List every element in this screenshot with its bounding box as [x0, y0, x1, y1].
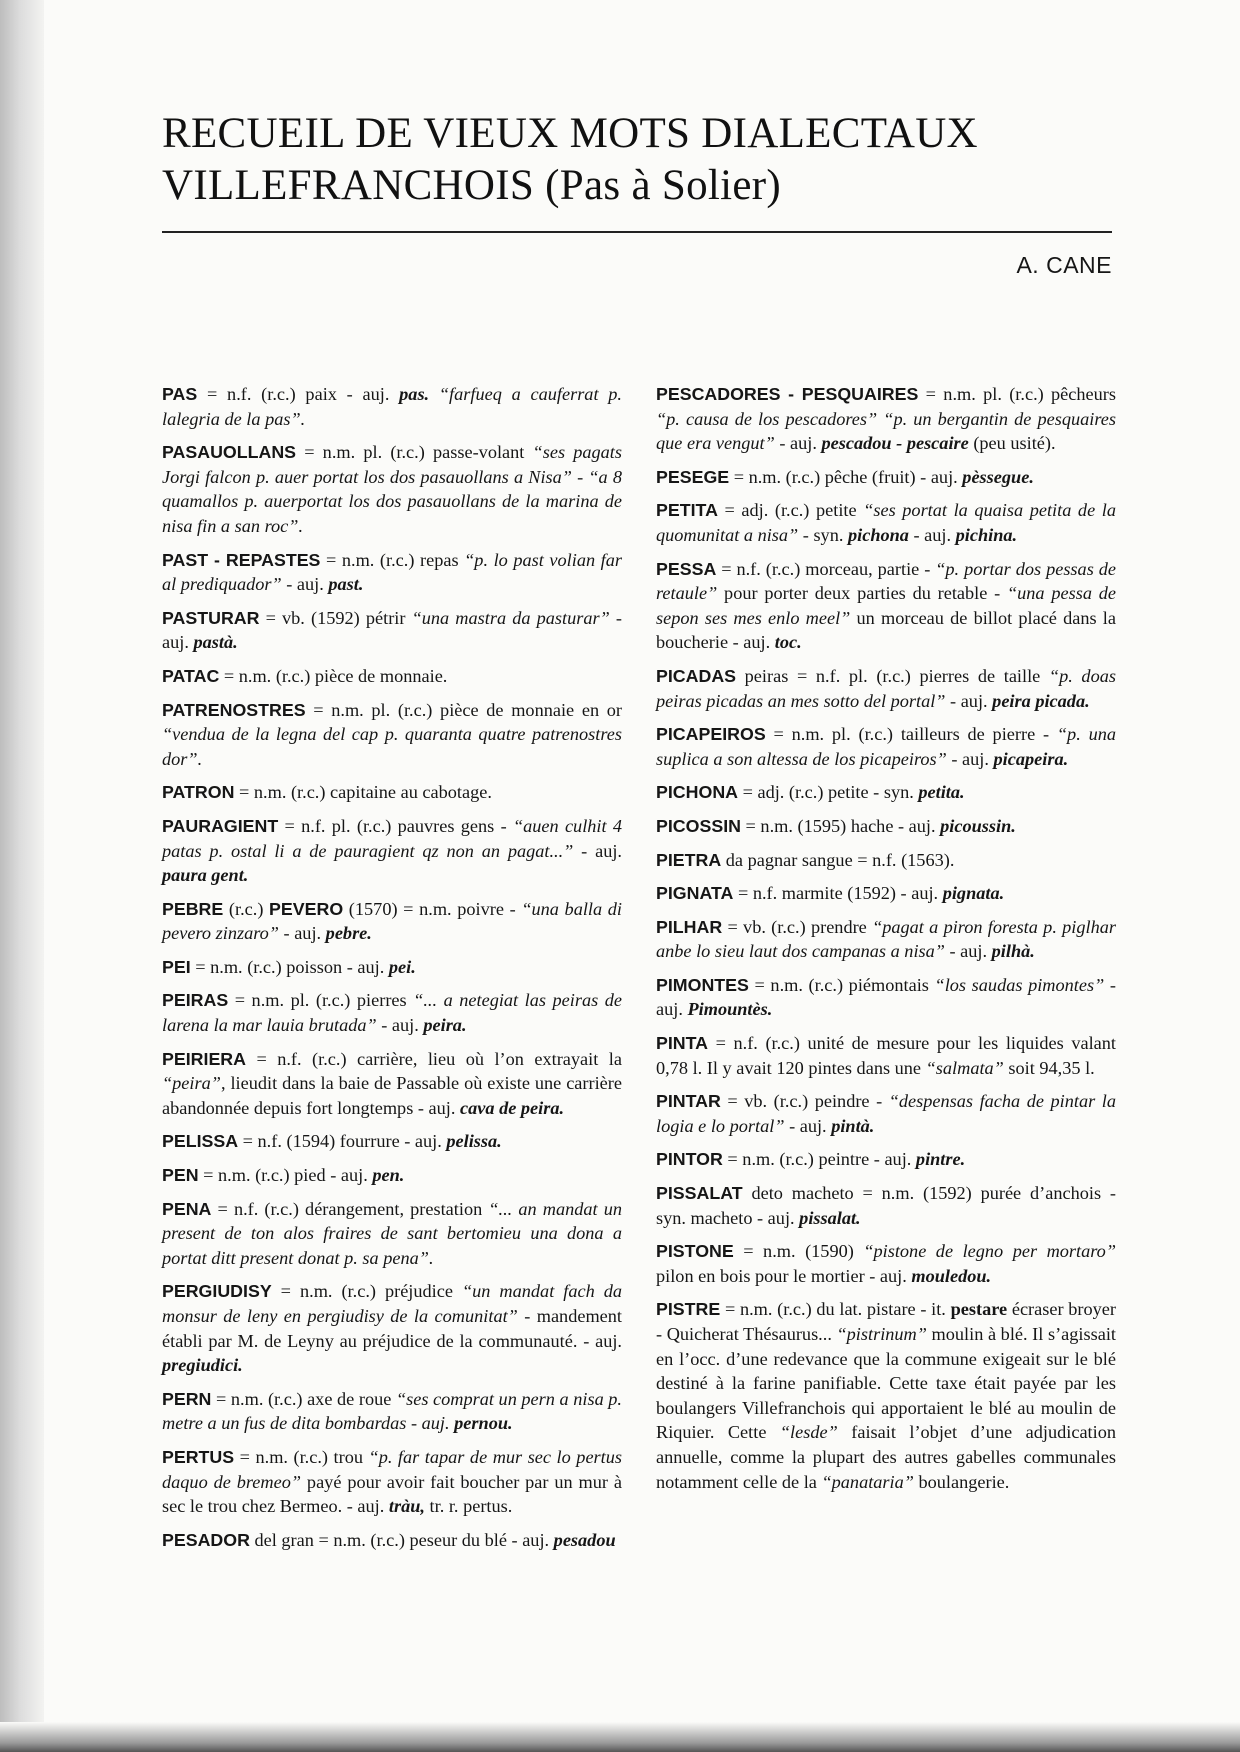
- dictionary-entry: [656, 722, 1116, 771]
- entry-text: - auj.: [784, 1115, 832, 1136]
- dictionary-entry: [656, 973, 1116, 1022]
- entry-headword: PEIRAS: [162, 990, 229, 1011]
- entry-text: = n.m. (r.c.) trou: [234, 1446, 369, 1467]
- entry-text: pichina.: [955, 524, 1018, 545]
- entry-text: petita.: [918, 782, 965, 803]
- entry-text: - syn.: [798, 524, 848, 545]
- dictionary-entry: [656, 915, 1116, 964]
- entry-text: “pistone de legno per mortaro”: [863, 1241, 1116, 1262]
- dictionary-entry: [162, 382, 622, 431]
- entry-headword: PIMONTES: [656, 974, 749, 995]
- entry-text: (peu usité).: [968, 433, 1056, 454]
- entry-text: pas.: [399, 384, 430, 404]
- entry-text: - auj.: [281, 574, 329, 595]
- dictionary-entry: [162, 780, 622, 805]
- entry-headword: PATAC: [162, 665, 220, 686]
- entry-text: = n.m. pl. (r.c.) passe-volant: [296, 442, 533, 463]
- dictionary-entry: [162, 1129, 622, 1154]
- entry-headword: PISTONE: [656, 1241, 734, 1262]
- entry-text: “p. una suplica a son altessa de los picapeiros”: [656, 724, 1116, 769]
- entry-text: - auj.: [944, 941, 992, 962]
- entry-headword: PICAPEIROS: [656, 724, 766, 745]
- entry-text: picoussin.: [940, 815, 1016, 836]
- entry-headword: PENA: [162, 1198, 212, 1219]
- dictionary-entry: [656, 465, 1116, 490]
- dictionary-entry: [162, 1047, 622, 1121]
- entry-text: = n.m. pl. (r.c.) pêcheurs: [918, 384, 1116, 404]
- entry-text: “pistrinum”: [836, 1324, 927, 1344]
- entry-headword: PILHAR: [656, 916, 723, 937]
- entry-text: pelissa.: [446, 1131, 502, 1152]
- title-rule: [162, 231, 1112, 233]
- dictionary-entry: [162, 1279, 622, 1377]
- entry-text: del gran = n.m. (r.c.) peseur du blé - auj.: [249, 1529, 554, 1550]
- entry-text: peira picada.: [992, 690, 1090, 711]
- entry-headword: PISSALAT: [656, 1183, 743, 1204]
- entry-text: “salmata”: [925, 1057, 1004, 1078]
- entry-text: pescadou - pescaire: [821, 433, 969, 454]
- entry-text: “pagat a piron foresta p. piglhar anbe lo sieu laut dos campanas a nisa”: [656, 916, 1116, 962]
- entry-headword: PASAUOLLANS: [162, 442, 297, 463]
- entry-text: = n.m. pl. (r.c.) pièce de monnaie en or: [305, 699, 622, 720]
- entry-text: = n.m. (r.c.) pied - auj.: [198, 1165, 373, 1186]
- entry-text: pestare: [950, 1299, 1008, 1320]
- entry-text: = n.m. pl. (r.c.) tailleurs de pierre -: [765, 724, 1057, 745]
- entry-text: “ses comprat un pern a nisa p. metre a un fus de dita bombardas - auj.: [162, 1388, 623, 1434]
- entry-text: = n.m. (r.c.) pièce de monnaie.: [219, 665, 448, 686]
- entry-headword: PERGIUDISY: [162, 1281, 272, 1302]
- title-line-1: RECUEIL DE VIEUX MOTS DIALECTAUX: [162, 110, 978, 157]
- dictionary-entry: [162, 664, 622, 689]
- entry-text: “una balla di pevero zinzaro”: [162, 898, 622, 944]
- entry-text: (r.c.): [223, 898, 270, 919]
- entry-text: = n.f. (r.c.) morceau, partie -: [716, 558, 936, 579]
- dictionary-entry: [162, 814, 622, 888]
- page-bottom-edge: [0, 1722, 1240, 1752]
- entry-headword: PEBRE: [162, 898, 224, 919]
- entry-text: - auj.: [376, 1015, 424, 1036]
- entry-headword: PEVERO: [269, 898, 344, 919]
- dictionary-entry: [656, 1239, 1116, 1288]
- entry-text: mouledou.: [911, 1265, 992, 1286]
- entry-text: “ses pagats Jorgi falcon p. auer portat los dos pasauollans a Nisa” - “a 8 quamallos p. auerportat los dos pasauollans de la marina de nisa fin a san roc”.: [162, 442, 622, 536]
- entry-text: pei.: [388, 956, 416, 977]
- entry-headword: PISTRE: [656, 1299, 721, 1320]
- entry-text: “los saudas pimontes”: [934, 974, 1105, 995]
- entry-text: pastà.: [193, 632, 238, 653]
- entry-text: pebre.: [325, 923, 372, 944]
- entry-text: pèssegue.: [962, 466, 1034, 487]
- entry-text: “... an mandat un present de ton alos fraires de sant bertomieu una dona a portat ditt present donat p. sa pena”.: [162, 1198, 622, 1268]
- entry-text: paura gent.: [162, 865, 249, 886]
- book-spine-shadow: [0, 0, 44, 1752]
- entry-text: = n.m. (r.c.) piémontais: [748, 974, 935, 995]
- entry-headword: PICHONA: [656, 782, 738, 803]
- entry-headword: PASTURAR: [162, 607, 260, 628]
- entry-text: - auj.: [945, 690, 993, 711]
- page-title: [162, 108, 978, 212]
- entry-text: “auen culhit 4 patas p. ostal li a de pauragient qz non an pagat...”: [162, 815, 622, 861]
- dictionary-entry: [162, 1163, 622, 1188]
- entry-text: “p. doas peiras picadas an mes sotto del portal”: [656, 665, 1116, 711]
- entry-headword: PICADAS: [656, 665, 737, 686]
- entry-headword: PINTA: [656, 1033, 709, 1054]
- entry-text: “farfueq a cauferrat p. lalegria de la pas”.: [162, 384, 622, 429]
- entry-text: “despensas facha de pintar la logia e lo portal”: [656, 1091, 1117, 1136]
- entry-text: = n.f. (r.c.) dérangement, prestation: [211, 1198, 489, 1219]
- entry-text: = n.m. (r.c.) repas: [320, 549, 465, 570]
- entry-headword: PESEGE: [656, 466, 730, 487]
- entry-text: deto macheto = n.m. (1592) purée d’anchois - syn. macheto - auj.: [656, 1183, 1116, 1228]
- entry-text: = adj. (r.c.) petite: [717, 500, 864, 521]
- entry-text: payé pour avoir fait boucher par un mur à sec le trou chez Bermeo. - auj.: [162, 1471, 622, 1517]
- dictionary-entry: [656, 664, 1116, 713]
- entry-headword: PAS: [162, 384, 198, 404]
- entry-text: cava de peira.: [460, 1097, 565, 1118]
- dictionary-entry: [656, 1297, 1116, 1494]
- entries-column-left: [162, 382, 622, 1561]
- dictionary-entry: [656, 1181, 1116, 1230]
- dictionary-entry: [162, 955, 622, 980]
- entry-text: “lesde”: [779, 1422, 838, 1443]
- entry-headword: PATRENOSTRES: [162, 699, 306, 720]
- entry-text: = n.m. (1595) hache - auj.: [740, 815, 941, 836]
- entry-text: = n.m. (r.c.) axe de roue: [211, 1388, 396, 1409]
- entry-text: pernou.: [454, 1413, 513, 1434]
- entry-text: pignata.: [942, 883, 1005, 904]
- entry-text: - mandement établi par M. de Leyny au préjudice de la communauté. - auj.: [162, 1306, 623, 1351]
- entry-text: “... a netegiat las peiras de larena la mar lauia brutada”: [162, 990, 622, 1036]
- entry-headword: PETITA: [656, 500, 718, 521]
- dictionary-entry: [162, 988, 622, 1037]
- entry-text: = n.f. marmite (1592) - auj.: [733, 883, 943, 904]
- dictionary-entry: [656, 557, 1116, 655]
- entry-text: = n.m. (r.c.) préjudice: [271, 1281, 462, 1302]
- entry-text: pen.: [372, 1165, 405, 1186]
- entry-text: “una pessa de sepon ses mes enlo meel”: [656, 583, 1116, 628]
- dictionary-entry: [656, 498, 1116, 547]
- dictionary-entry: [656, 1089, 1116, 1138]
- entry-text: pilhà.: [991, 941, 1035, 962]
- entry-text: = n.m. (r.c.) poisson - auj.: [190, 956, 389, 977]
- entry-text: soit 94,35 l.: [1003, 1057, 1095, 1078]
- entry-text: - auj.: [278, 923, 326, 944]
- entry-text: faisait l’objet d’une adjudication annuelle, comme la plupart des autres gabelles communales notamment celle de la: [656, 1422, 1116, 1492]
- dictionary-entry: [656, 1147, 1116, 1172]
- dictionary-entry: [162, 1445, 622, 1519]
- dictionary-entry: [656, 848, 1116, 873]
- entry-text: pilon en bois pour le mortier - auj.: [656, 1265, 912, 1286]
- entry-text: = n.m. (r.c.) pêche (fruit) - auj.: [729, 466, 963, 487]
- entry-text: = n.m. (1590): [733, 1241, 864, 1262]
- entry-text: pintre.: [915, 1149, 966, 1170]
- entry-text: “un mandat fach da monsur de leny en pergiudisy de la comunitat”: [162, 1281, 623, 1326]
- entry-text: da pagnar sangue = n.f. (1563).: [721, 849, 955, 870]
- entry-text: moulin à blé. Il s’agissait en l’occ. d’une redevance que la commune exigeait sur le blé destiné à la farine panifiable. Cette taxe était payée par les boulangers Villefranchois qui apportaient le blé au moulin de Riquier. Cette: [656, 1324, 1116, 1443]
- entry-text: “panataria”: [821, 1471, 914, 1492]
- entry-text: = n.m. (r.c.) peintre - auj.: [722, 1149, 916, 1170]
- entry-text: - auj.: [656, 974, 1116, 1020]
- entry-text: écraser broyer - Quicherat Thésaurus...: [656, 1299, 1116, 1344]
- entry-text: = n.m. (r.c.) du lat. pistare - it.: [720, 1299, 951, 1320]
- entry-headword: PERTUS: [162, 1446, 235, 1467]
- entry-text: - auj.: [162, 607, 622, 653]
- entry-text: = n.f. (r.c.) unité de mesure pour les liquides valant 0,78 l. Il y avait 120 pintes dans une: [656, 1033, 1116, 1078]
- entry-headword: PELISSA: [162, 1131, 239, 1152]
- entry-text: (1570) = n.m. poivre -: [343, 898, 522, 919]
- dictionary-entry: [162, 698, 622, 772]
- entry-text: “p. far tapar de mur sec lo pertus daquo de bremeo”: [162, 1446, 623, 1492]
- dictionary-entry: [162, 897, 622, 946]
- entry-headword: PERN: [162, 1388, 212, 1409]
- entry-headword: PESADOR: [162, 1529, 250, 1550]
- entry-text: - auj.: [573, 840, 622, 861]
- entry-text: tr. r. pertus.: [424, 1496, 513, 1517]
- dictionary-entry: [162, 440, 622, 538]
- entry-text: “p. portar dos pessas de retaule”: [656, 558, 1116, 604]
- dictionary-entry: [162, 1387, 622, 1436]
- entry-text: - auj.: [946, 748, 994, 769]
- entry-text: “peira”: [162, 1073, 221, 1094]
- entry-text: = n.m. pl. (r.c.) pierres: [228, 990, 414, 1011]
- entry-text: peiras = n.f. pl. (r.c.) pierres de taille: [736, 665, 1049, 686]
- entry-text: tràu,: [388, 1496, 425, 1517]
- entry-text: “p. causa de los pescadores” “p. un bergantin de pesquaires que era vengut”: [656, 408, 1116, 454]
- entry-text: picapeira.: [993, 748, 1069, 769]
- entry-text: pissalat.: [799, 1207, 861, 1228]
- dictionary-entry: [162, 548, 622, 597]
- entry-text: pintà.: [831, 1115, 875, 1136]
- entry-text: = vb. (r.c.) prendre: [722, 916, 873, 937]
- entry-text: un morceau de billot placé dans la boucherie - auj.: [656, 607, 1117, 653]
- dictionary-entry: [656, 814, 1116, 839]
- entry-text: , lieudit dans la baie de Passable où existe une carrière abandonnée depuis fort longtemps - auj.: [162, 1073, 622, 1118]
- title-line-2: VILLEFRANCHOIS (Pas à Solier): [162, 162, 782, 209]
- entry-headword: PESCADORES - PESQUAIRES: [656, 384, 919, 404]
- entry-headword: PESSA: [656, 558, 717, 579]
- entry-text: toc.: [774, 632, 802, 653]
- entry-text: boulangerie.: [913, 1471, 1010, 1492]
- entry-headword: PINTAR: [656, 1091, 721, 1112]
- entry-text: “ses portat la quaisa petita de la quomunitat a nisa”: [656, 500, 1116, 545]
- entry-text: “una mastra da pasturar”: [411, 607, 610, 628]
- author-name: A. CANE: [1016, 252, 1112, 278]
- entry-text: pregiudici.: [162, 1355, 243, 1376]
- entry-headword: PIETRA: [656, 849, 722, 870]
- entry-headword: PEN: [162, 1165, 199, 1186]
- entry-text: = adj. (r.c.) petite - syn.: [738, 782, 919, 803]
- entry-text: past.: [328, 574, 364, 595]
- entries-column-right: [656, 382, 1116, 1503]
- entry-headword: PIGNATA: [656, 883, 734, 904]
- entry-text: pesadou: [553, 1529, 616, 1550]
- entry-text: - auj.: [774, 433, 822, 454]
- entry-text: = n.f. (1594) fourrure - auj.: [238, 1131, 447, 1152]
- entry-headword: PAST - REPASTES: [162, 549, 321, 570]
- entry-text: = n.f. (r.c.) paix - auj.: [197, 384, 400, 404]
- entry-text: pour porter deux parties du retable -: [717, 583, 1007, 604]
- entry-headword: PEI: [162, 956, 191, 977]
- entry-text: Pimountès.: [687, 999, 773, 1020]
- entry-headword: PINTOR: [656, 1149, 723, 1170]
- dictionary-entry: [162, 1528, 622, 1553]
- dictionary-entry: [656, 1031, 1116, 1080]
- entry-text: peira.: [423, 1015, 467, 1036]
- entry-text: = vb. (1592) pétrir: [259, 607, 412, 628]
- entry-headword: PEIRIERA: [162, 1048, 246, 1069]
- dictionary-entry: [162, 1197, 622, 1271]
- entry-headword: PATRON: [162, 782, 235, 803]
- entry-text: pichona: [847, 524, 909, 545]
- entry-text: “p. lo past volian far al prediquador”: [162, 549, 622, 595]
- entry-text: “vendua de la legna del cap p. quaranta quatre patrenostres dor”.: [162, 724, 622, 769]
- entry-text: = n.m. (r.c.) capitaine au cabotage.: [234, 782, 492, 803]
- entry-text: = n.f. pl. (r.c.) pauvres gens -: [278, 815, 513, 836]
- entry-headword: PICOSSIN: [656, 815, 741, 836]
- entry-text: = vb. (r.c.) peindre -: [720, 1091, 889, 1112]
- entry-headword: PAURAGIENT: [162, 815, 279, 836]
- dictionary-entry: [162, 606, 622, 655]
- dictionary-entry: [656, 382, 1116, 456]
- entry-text: - auj.: [908, 524, 956, 545]
- dictionary-entry: [656, 881, 1116, 906]
- entry-text: = n.f. (r.c.) carrière, lieu où l’on extrayait la: [245, 1048, 622, 1069]
- dictionary-entry: [656, 780, 1116, 805]
